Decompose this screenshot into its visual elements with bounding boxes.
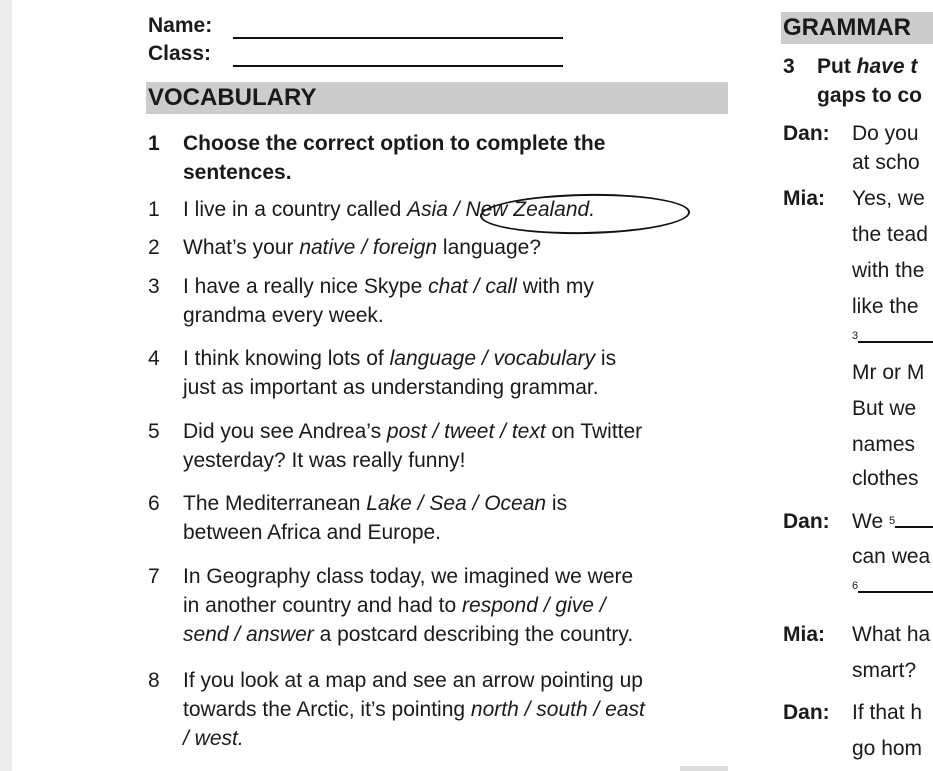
item-number: 7 bbox=[148, 565, 160, 588]
page-edge bbox=[0, 0, 12, 771]
dialogue-line: What ha bbox=[852, 623, 931, 646]
option-choice: Lake / Sea / Ocean bbox=[366, 492, 547, 515]
task-instruction-line1: Choose the correct option to complete the bbox=[183, 132, 606, 155]
item-number: 2 bbox=[148, 236, 160, 259]
dialogue-line: the tead bbox=[852, 223, 928, 246]
gap-number: 3 bbox=[852, 330, 859, 342]
class-label: Class: bbox=[148, 42, 212, 65]
item-text: I live in a country called Asia / New Zealand. bbox=[183, 198, 596, 221]
task-instruction-line2: sentences. bbox=[183, 161, 292, 184]
gap-number: 6 bbox=[852, 580, 859, 592]
item-text: towards the Arctic, it’s pointing north / south / east bbox=[183, 698, 645, 721]
option-choice: Asia / New Zealand. bbox=[407, 198, 596, 221]
item-number: 8 bbox=[148, 669, 160, 692]
name-label: Name: bbox=[148, 14, 213, 37]
item-text: The Mediterranean Lake / Sea / Ocean is bbox=[183, 492, 568, 515]
item-text: What’s your native / foreign language? bbox=[183, 236, 542, 259]
item-number: 4 bbox=[148, 347, 160, 370]
item-text: between Africa and Europe. bbox=[183, 521, 442, 544]
grammar-task-italic: have t bbox=[856, 55, 918, 78]
item-text: I have a really nice Skype chat / call with my bbox=[183, 275, 594, 298]
item-text: In Geography class today, we imagined we were bbox=[183, 565, 634, 588]
item-text: in another country and had to respond / give / bbox=[183, 594, 606, 617]
grammar-task-line1 bbox=[817, 52, 917, 81]
option-choice: / west. bbox=[183, 727, 244, 750]
vocabulary-heading: VOCABULARY bbox=[146, 82, 728, 114]
item-number: 3 bbox=[148, 275, 160, 298]
dialogue-line: Yes, we bbox=[852, 187, 925, 210]
option-choice: respond / give / bbox=[462, 594, 606, 617]
item-number: 1 bbox=[148, 198, 160, 221]
grammar-task-line2: gaps to co bbox=[817, 84, 923, 107]
item-text: yesterday? It was really funny! bbox=[183, 449, 466, 472]
gap-line bbox=[852, 507, 933, 536]
grammar-task-text: Put bbox=[817, 55, 857, 78]
option-choice: north / south / east bbox=[470, 698, 645, 721]
speaker-mia: Mia: bbox=[783, 623, 825, 646]
option-choice: send / answer bbox=[183, 623, 314, 646]
option-choice: chat / call bbox=[428, 275, 517, 298]
class-line bbox=[233, 65, 563, 67]
dialogue-line: go hom bbox=[852, 737, 923, 760]
dialogue-line: clothes bbox=[852, 467, 919, 490]
dialogue-line: smart? bbox=[852, 659, 917, 682]
speaker-dan: Dan: bbox=[783, 510, 830, 533]
item-text: send / answer a postcard describing the country. bbox=[183, 623, 634, 646]
gap-line bbox=[852, 322, 933, 351]
name-line bbox=[233, 37, 563, 39]
option-choice: native / foreign bbox=[299, 236, 438, 259]
dialogue-line: at scho bbox=[852, 151, 920, 174]
speaker-dan: Dan: bbox=[783, 122, 830, 145]
option-choice: post / tweet / text bbox=[386, 420, 546, 443]
gap-blank bbox=[858, 581, 933, 593]
gap-blank bbox=[858, 331, 933, 343]
dialogue-line: But we bbox=[852, 397, 917, 420]
gap-line bbox=[852, 572, 933, 601]
speaker-dan: Dan: bbox=[783, 701, 830, 724]
item-number: 5 bbox=[148, 420, 160, 443]
task-number: 1 bbox=[148, 132, 160, 155]
dialogue-line: Mr or M bbox=[852, 361, 925, 384]
dialogue-line: If that h bbox=[852, 701, 923, 724]
item-text bbox=[183, 724, 728, 753]
item-text: If you look at a map and see an arrow pointing up bbox=[183, 669, 643, 692]
item-text: grandma every week. bbox=[183, 304, 384, 327]
dialogue-line: like the bbox=[852, 295, 919, 318]
item-text: Did you see Andrea’s post / tweet / text on Twitter bbox=[183, 420, 643, 443]
speaker-mia: Mia: bbox=[783, 187, 825, 210]
dialogue-line: Do you bbox=[852, 122, 919, 145]
grammar-heading: GRAMMAR bbox=[781, 12, 933, 44]
option-choice: language / vocabulary bbox=[389, 347, 596, 370]
grammar-task-number: 3 bbox=[783, 55, 795, 78]
item-text: just as important as understanding grammar. bbox=[183, 376, 599, 399]
item-text: I think knowing lots of language / vocabulary is bbox=[183, 347, 617, 370]
item-number: 6 bbox=[148, 492, 160, 515]
gap-number: 5 bbox=[888, 515, 896, 527]
dialogue-text: We bbox=[852, 510, 884, 533]
dialogue-line: names bbox=[852, 433, 916, 456]
dialogue-line: can wea bbox=[852, 545, 931, 568]
dialogue-line: with the bbox=[852, 259, 925, 282]
score-box bbox=[680, 766, 728, 771]
gap-blank bbox=[895, 516, 933, 528]
